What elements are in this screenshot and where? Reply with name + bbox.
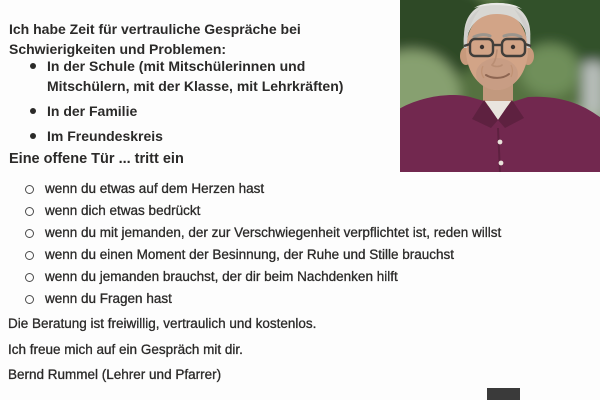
list-item — [9, 245, 589, 267]
bullet-icon — [30, 108, 36, 114]
list-item-text: wenn du einen Moment der Besinnung, der Ruhe und Stille brauchst — [45, 247, 455, 262]
circle-bullet-icon — [25, 207, 34, 216]
portrait-photo — [400, 0, 600, 172]
circle-bullet-icon — [25, 229, 34, 238]
list-item — [9, 267, 589, 289]
circle-bullet-icon — [25, 251, 34, 260]
list-item — [9, 179, 589, 201]
closing-line: Ich freue mich auf ein Gespräch mit dir. — [8, 342, 243, 357]
list-item — [9, 201, 589, 223]
bullet-icon — [30, 63, 36, 69]
cropped-image-fragment — [487, 388, 520, 400]
list-item — [9, 101, 364, 121]
list-item — [9, 223, 589, 245]
closing-line-signature: Bernd Rummel (Lehrer und Pfarrer) — [8, 367, 222, 382]
list-item — [9, 56, 364, 96]
list-item — [9, 289, 589, 311]
intro-text: Ich habe Zeit für vertrauliche Gespräche bei Schwierigkeiten und Problemen: — [9, 21, 301, 57]
bullet-icon — [30, 133, 36, 139]
list-item-text: In der Schule (mit Mitschülerinnen und Mitschülern, mit der Klasse, mit Lehrkräften) — [47, 58, 344, 94]
circle-bullet-icon — [25, 273, 34, 282]
list-item-text: wenn du jemanden brauchst, der dir beim Nachdenken hilft — [45, 269, 398, 284]
list-item-text: In der Familie — [47, 103, 138, 119]
list-item — [9, 126, 364, 146]
list-item-text: wenn du etwas auf dem Herzen hast — [45, 181, 265, 196]
closing-line: Die Beratung ist freiwillig, vertraulich und kostenlos. — [8, 316, 317, 331]
circle-bullet-icon — [25, 185, 34, 194]
portrait-photo-graphic — [400, 0, 600, 172]
situations-list — [9, 56, 364, 151]
section-heading: Eine offene Tür ... tritt ein — [9, 151, 184, 167]
list-item-text: Im Freundeskreis — [47, 128, 163, 144]
list-item-text: wenn dich etwas bedrückt — [45, 203, 201, 218]
list-item-text: wenn du mit jemanden, der zur Verschwiegenheit verpflichtet ist, reden willst — [45, 225, 502, 240]
circle-bullet-icon — [25, 295, 34, 304]
list-item-text: wenn du Fragen hast — [45, 291, 172, 306]
reasons-list — [9, 179, 589, 311]
